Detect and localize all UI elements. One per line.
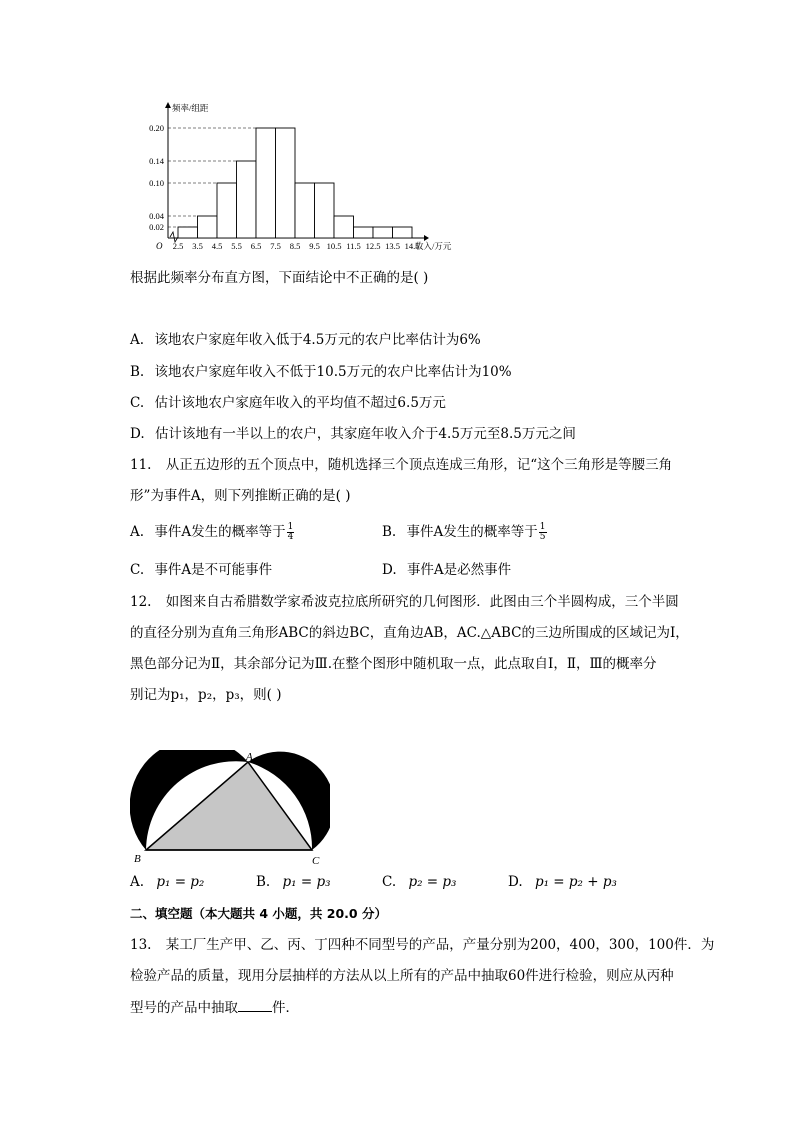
x-tick-label: 5.5 [231,241,242,251]
histogram-bar [276,128,296,238]
y-axis-arrow [165,102,171,108]
option-label: C. [382,874,397,890]
y-tick-label: 0.14 [149,156,164,166]
x-tick-label: 4.5 [211,241,223,251]
x-tick-label: 7.5 [270,241,281,251]
section-heading: 二、填空题（本大题共 4 小题，共 20.0 分） [130,906,387,921]
option-label: C. [130,395,145,411]
x-tick-label: 11.5 [346,241,361,251]
x-tick-label: 8.5 [289,241,301,251]
vertex-label-c: C [312,855,320,867]
y-tick-label: 0.20 [149,123,164,133]
option-text: 事件A是必然事件 [406,562,512,578]
option-label: D. [130,426,145,442]
question-text: 从正五边形的五个顶点中，随机选择三个顶点连成三角形，记“这个三角形是等腰三角 [165,457,673,473]
fraction-numerator: 1 [539,522,546,532]
x-tick-label: 9.5 [309,241,320,251]
question-text: 某工厂生产甲、乙、丙、丁四种不同型号的产品，产量分别为200，400，300，100件．为 [165,937,715,953]
q12-option-d [508,872,617,892]
fraction [287,523,295,542]
q13-line-3 [130,997,299,1018]
fraction-numerator: 1 [287,522,294,532]
option-text: p₁ = p₃ [282,874,331,890]
y-tick-label: 0.10 [149,178,164,188]
q11-option-a [130,522,294,542]
q12-line-1 [130,592,679,612]
q11-line-2: 形”为事件A，则下列推断正确的是( ) [130,488,351,504]
vertex-label-a: A [246,751,253,763]
option-text: 事件A是不可能事件 [154,562,273,578]
histogram-bar [315,183,335,238]
q12-option-b [256,872,331,892]
histogram-bar [237,161,257,238]
fraction [539,523,547,542]
question-number: 11. [130,457,152,473]
answer-blank[interactable] [238,997,272,1012]
q12-line-2: 的直径分别为直角三角形ABC的斜边BC，直角边AB，AC.△ABC的三边所围成的区域记为Ⅰ， [130,625,689,641]
histogram-bar [295,183,315,238]
q11-option-b [382,522,547,542]
option-label: A. [130,332,145,348]
vertex-label-b: B [134,853,141,865]
q12-option-c [382,872,456,892]
histogram-bar [334,216,354,238]
origin-label: O [156,241,163,251]
question-text: 如图来自古希腊数学家希波克拉底所研究的几何图形．此图由三个半圆构成，三个半圆 [165,594,679,610]
frequency-histogram [130,100,470,252]
q12-option-a [130,872,204,892]
option-text: p₁ = p₂ + p₃ [534,874,617,890]
option-text: p₂ = p₃ [408,874,457,890]
x-tick-label: 2.5 [172,241,184,251]
option-text: 估计该地有一半以上的农户，其家庭年收入介于4.5万元至8.5万元之间 [154,426,576,442]
q13-line-1 [130,935,714,955]
option-text: 事件A发生的概率等于 [406,524,538,540]
option-label: A. [130,524,145,540]
x-axis-label: 收入/万元 [415,241,452,251]
q10-option-d [130,424,576,444]
x-tick-label: 6.5 [250,241,262,251]
option-label: D. [382,562,397,578]
histogram-bar [178,227,198,238]
y-axis-label: 频率/组距 [172,103,209,113]
hippocrates-lune-figure [130,750,330,868]
x-tick-label: 10.5 [326,241,342,251]
option-text: 估计该地农户家庭年收入的平均值不超过6.5万元 [154,395,446,411]
option-label: B. [382,524,397,540]
q11-option-d [382,560,511,580]
y-tick-label: 0.02 [149,222,164,232]
question-number: 13. [130,937,152,953]
q13-line-2: 检验产品的质量，现用分层抽样的方法从以上所有的产品中抽取60件进行检验，则应从丙种 [130,968,674,984]
histogram-bar [198,216,218,238]
histogram-bar [256,128,276,238]
q10-stem: 根据此频率分布直方图，下面结论中不正确的是( ) [130,270,429,286]
histogram-bar [373,227,393,238]
option-label: B. [256,874,271,890]
option-text: p₁ = p₂ [156,874,205,890]
q10-option-b [130,362,512,382]
option-text: 该地农户家庭年收入不低于10.5万元的农户比率估计为10% [154,364,512,380]
option-text: 该地农户家庭年收入低于4.5万元的农户比率估计为6% [154,332,481,348]
question-number: 12. [130,594,152,610]
question-text: 件． [272,1000,299,1016]
x-tick-label: 12.5 [365,241,381,251]
fraction-denominator: 5 [539,532,546,542]
y-tick-label: 0.04 [149,211,164,221]
fraction-denominator: 4 [287,532,294,542]
q11-line-1 [130,455,672,475]
q12-line-3: 黑色部分记为Ⅱ，其余部分记为Ⅲ.在整个图形中随机取一点，此点取自Ⅰ，Ⅱ，Ⅲ的概率分 [130,656,657,672]
q10-option-c [130,393,446,413]
option-label: A. [130,874,145,890]
option-text: 事件A发生的概率等于 [154,524,286,540]
histogram-bar [354,227,374,238]
q11-option-c [130,560,272,580]
option-label: D. [508,874,523,890]
q10-option-a [130,330,481,350]
histogram-bar [393,227,413,238]
q12-line-4: 别记为p₁，p₂，p₃，则( ) [130,687,282,703]
histogram-bar [217,183,237,238]
x-tick-label: 3.5 [192,241,203,251]
x-tick-label: 14.5 [404,241,420,251]
question-text: 型号的产品中抽取 [130,1000,238,1016]
option-label: C. [130,562,145,578]
x-tick-label: 13.5 [385,241,400,251]
option-label: B. [130,364,145,380]
